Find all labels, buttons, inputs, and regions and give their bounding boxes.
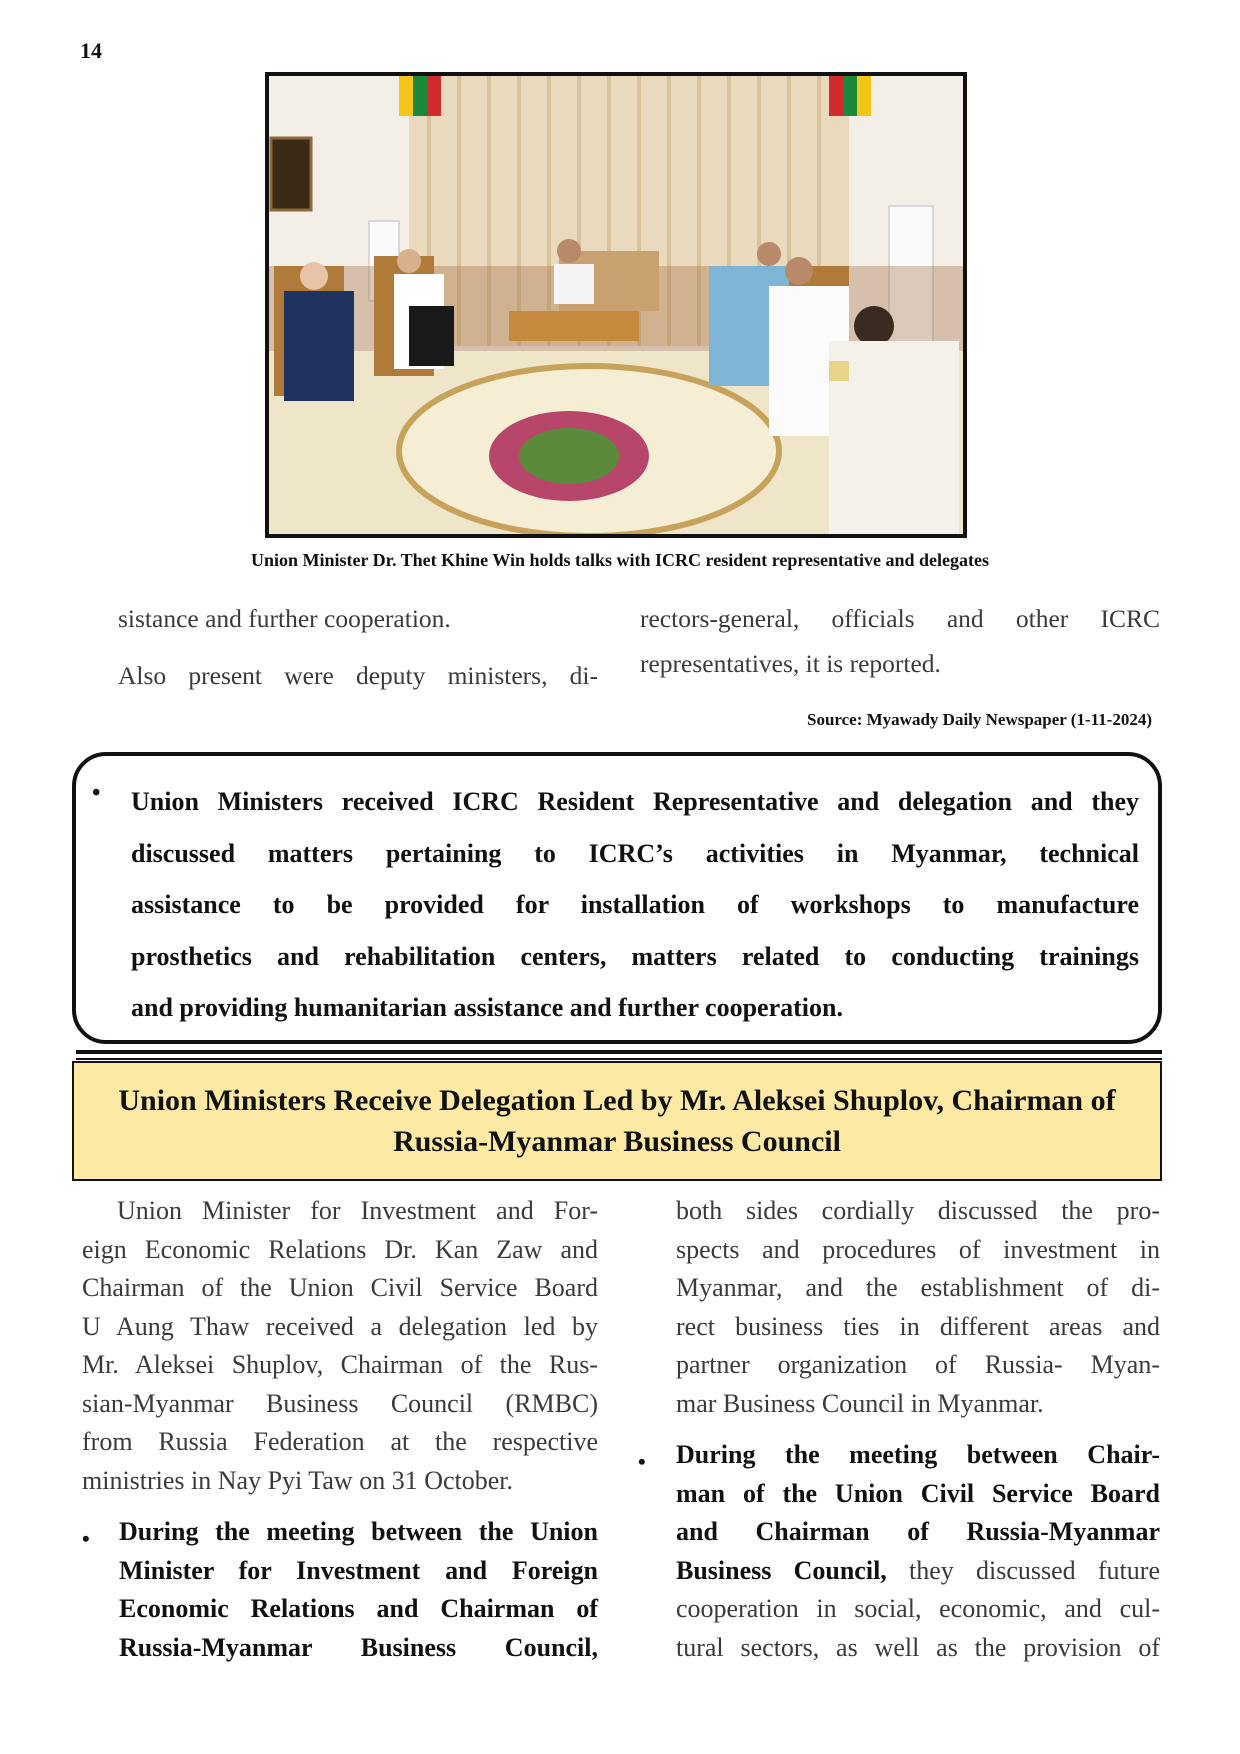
summary-bullet: • — [92, 780, 101, 806]
summary-line: discussed matters pertaining to ICRC’s activities in Myanmar, technical — [131, 838, 1139, 868]
prev-article-right-line-2: representatives, it is reported. — [640, 649, 941, 678]
article-line: Mr. Aleksei Shuplov, Chairman of the Rus- — [82, 1350, 598, 1379]
article-line: Chairman of the Union Civil Service Board — [82, 1273, 598, 1302]
article-line: rect business ties in different areas and — [676, 1311, 1160, 1341]
headline-box — [72, 1061, 1162, 1181]
article-line: Union Minister for Investment and For- — [117, 1196, 598, 1225]
article-left-bullet — [119, 1513, 598, 1667]
headline-line-2: Russia-Myanmar Business Council — [393, 1125, 841, 1158]
meeting-photo — [265, 72, 967, 538]
article-left-column — [82, 1192, 598, 1500]
article-line: partner organization of Russia- Myan- — [676, 1350, 1160, 1379]
article-line: from Russia Federation at the respective — [82, 1427, 598, 1456]
summary-line: Union Ministers received ICRC Resident Representative and delegation and they — [131, 787, 1139, 816]
page-number: 14 — [80, 38, 102, 63]
article-line-mixed — [676, 1552, 1160, 1591]
prev-article-right-line-1: rectors-general, officials and other ICRC — [640, 604, 1160, 633]
article-normal-run: they discussed future — [886, 1555, 1160, 1585]
photo-caption: Union Minister Dr. Thet Khine Win holds talks with ICRC resident representative and delegates — [250, 550, 990, 570]
article-bold-run: Business Council, — [676, 1555, 887, 1585]
meeting-photo-icon — [269, 76, 963, 534]
article-line: mar Business Council in Myanmar. — [676, 1388, 1044, 1418]
summary-line: assistance to be provided for installation of workshops to manufacture — [131, 890, 1139, 919]
article-line: tural sectors, as well as the provision of — [676, 1632, 1160, 1662]
article-line: cooperation in social, economic, and cul- — [676, 1594, 1160, 1623]
article-line: During the meeting between Chair- — [676, 1440, 1160, 1469]
article-line: sian-Myanmar Business Council (RMBC) — [82, 1388, 598, 1418]
summary-line: prosthetics and rehabilitation centers, matters related to conducting trainings — [131, 941, 1139, 971]
article-line: Russia-Myanmar Business Council, — [119, 1632, 598, 1662]
divider-rule — [76, 1058, 1162, 1060]
article-right-bullet — [676, 1436, 1160, 1667]
article-line: both sides cordially discussed the pro- — [676, 1196, 1160, 1225]
article-right-column — [676, 1192, 1160, 1423]
summary-text — [131, 776, 1139, 1034]
source-line: Source: Myawady Daily Newspaper (1-11-2024) — [806, 710, 1152, 729]
article-line: spects and procedures of investment in — [676, 1234, 1160, 1264]
summary-line: and providing humanitarian assistance and further cooperation. — [131, 993, 843, 1022]
bullet-dot: • — [638, 1449, 646, 1474]
prev-article-left-line-2: Also present were deputy ministers, di- — [118, 661, 598, 690]
article-line: eign Economic Relations Dr. Kan Zaw and — [82, 1234, 598, 1264]
article-line: and Chairman of Russia-Myanmar — [676, 1517, 1160, 1546]
bullet-dot: • — [82, 1526, 90, 1551]
headline — [87, 1080, 1147, 1162]
article-line: U Aung Thaw received a delegation led by — [82, 1311, 598, 1341]
prev-article-left-line-1: sistance and further cooperation. — [118, 604, 451, 633]
article-line: man of the Union Civil Service Board — [676, 1478, 1160, 1508]
article-line: ministries in Nay Pyi Taw on 31 October. — [82, 1465, 513, 1495]
article-line: Minister for Investment and Foreign — [119, 1555, 598, 1585]
article-line: Myanmar, and the establishment of di- — [676, 1273, 1160, 1302]
article-line: During the meeting between the Union — [119, 1517, 598, 1546]
headline-line-1: Union Ministers Receive Delegation Led by Mr. Aleksei Shuplov, Chairman of — [118, 1084, 1116, 1117]
divider-rule — [76, 1050, 1162, 1054]
article-line: Economic Relations and Chairman of — [119, 1594, 598, 1623]
